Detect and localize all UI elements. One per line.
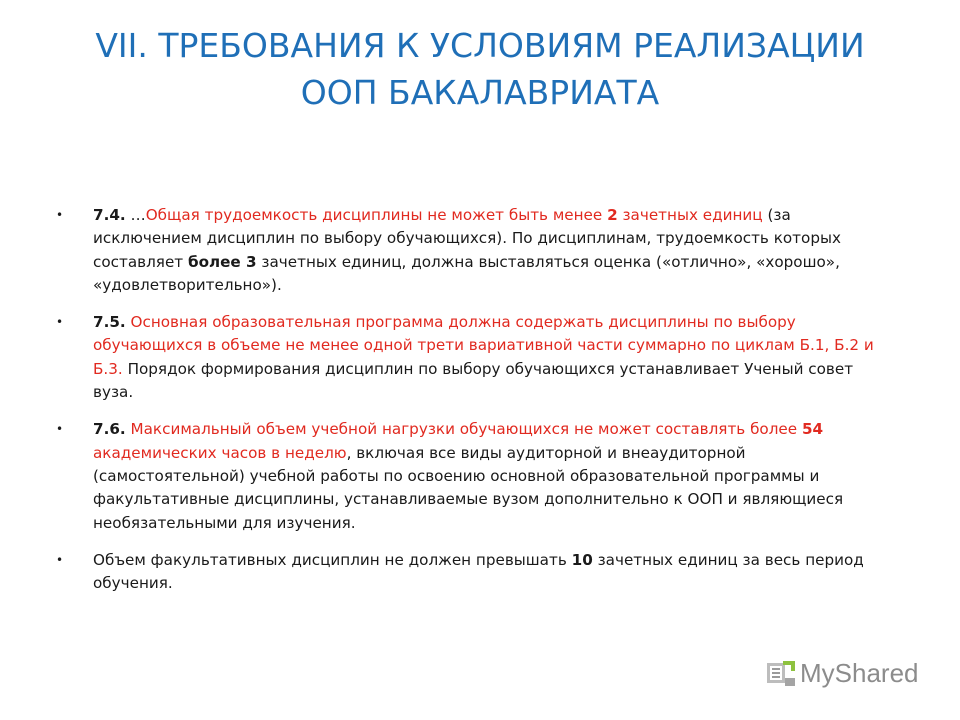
bold-text: 10 bbox=[571, 550, 593, 569]
bullet-icon: • bbox=[56, 208, 64, 222]
bullet-item-electives bbox=[56, 549, 896, 596]
body-text: Порядок формирования дисциплин по выбору обучающихся устанавливает Ученый совет вуза. bbox=[93, 359, 854, 402]
body-text: Объем факультативных дисциплин не должен превышать bbox=[93, 550, 572, 569]
logo-text: MyShared bbox=[800, 658, 919, 688]
highlight-number: 2 bbox=[607, 206, 618, 224]
bullet-icon: • bbox=[56, 552, 64, 567]
highlight-text: Основная образовательная программа должна содержать дисциплины по выбору обучающихся в объеме не менее одной трети вариативной части суммарно по циклам Б.1, Б.2 и Б.3. bbox=[93, 313, 874, 378]
body-text: зачетных единиц, должна выставляться оценка («отлично», «хорошо», «удовлетворительно»). bbox=[93, 252, 840, 294]
bullet-icon: • bbox=[56, 315, 64, 330]
slide-title-line-1: VII. ТРЕБОВАНИЯ К УСЛОВИЯМ РЕАЛИЗАЦИИ bbox=[95, 26, 865, 65]
body-text: , включая все виды аудиторной и внеаудиторной (самостоятельной) учебной работы по освоению основной образовательной программы и факультативные дисциплины, устанавливаемые вузом дополнительно к ООП и являющиеся необязательными для изучения. bbox=[93, 443, 844, 532]
bold-text: более 3 bbox=[187, 252, 257, 271]
body-text: (за исключением дисциплин по выбору обучающихся). По дисциплинам, трудоемкость которых составляет bbox=[93, 206, 841, 271]
item-number: 7.5. bbox=[93, 313, 126, 332]
bullet-icon: • bbox=[56, 422, 64, 437]
bullet-item-7-5 bbox=[56, 311, 896, 404]
highlight-text: Максимальный объем учебной нагрузки обучающихся не может составлять более bbox=[125, 420, 802, 439]
highlight-text: Общая трудоемкость дисциплины не может быть менее bbox=[145, 206, 608, 224]
slide-title-line-2: ООП БАКАЛАВРИАТА bbox=[300, 73, 660, 112]
highlight-text: зачетных единиц bbox=[617, 206, 763, 224]
item-ellipsis: … bbox=[125, 206, 146, 224]
myshared-logo-icon bbox=[766, 658, 796, 688]
item-number: 7.4. bbox=[93, 206, 126, 224]
bullet-list bbox=[56, 204, 896, 609]
item-number: 7.6. bbox=[93, 420, 126, 439]
bullet-item-7-6 bbox=[56, 418, 896, 534]
highlight-text: академических часов в неделю bbox=[93, 443, 347, 462]
slide-title bbox=[40, 22, 920, 116]
myshared-logo bbox=[766, 656, 926, 690]
highlight-number: 54 bbox=[801, 420, 824, 439]
bullet-item-7-4 bbox=[56, 204, 896, 297]
body-text: зачетных единиц за весь период обучения. bbox=[93, 550, 864, 593]
